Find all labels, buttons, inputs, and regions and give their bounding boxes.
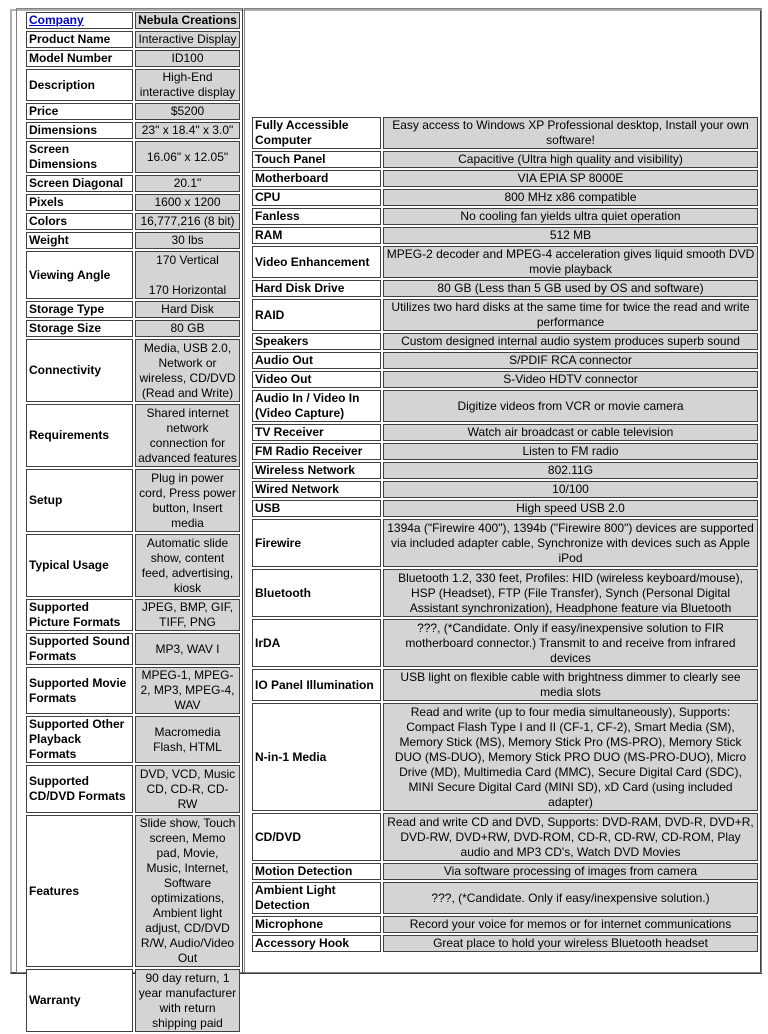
spec-label: Setup [26, 469, 133, 532]
table-row [26, 194, 240, 211]
spec-label: USB [252, 500, 381, 517]
spec-value: VIA EPIA SP 8000E [383, 170, 758, 187]
table-row [252, 371, 758, 388]
table-row [252, 462, 758, 479]
table-row [252, 352, 758, 369]
spec-label: Colors [26, 213, 133, 230]
spec-value: Read and write CD and DVD, Supports: DVD-RAM, DVD-R, DVD+R, DVD-RW, DVD+RW, DVD-ROM, CD-R, CD-RW, CD-ROM, Play audio and MP3 CD's, Watch DVD Movies [383, 813, 758, 861]
table-row [26, 667, 240, 714]
spec-value: ???, (*Candidate. Only if easy/inexpensive solution.) [383, 882, 758, 914]
company-link[interactable]: Company [29, 13, 84, 27]
spec-value: DVD, VCD, Music CD, CD-R, CD-RW [135, 765, 240, 813]
spec-label: N-in-1 Media [252, 703, 381, 811]
spec-label: Supported CD/DVD Formats [26, 765, 133, 813]
spec-label: Pixels [26, 194, 133, 211]
spec-value: Record your voice for memos or for internet communications [383, 916, 758, 933]
table-row [26, 50, 240, 67]
spec-label: Product Name [26, 31, 133, 48]
spec-value: MPEG-2 decoder and MPEG-4 acceleration gives liquid smooth DVD movie playback [383, 246, 758, 278]
table-row [252, 390, 758, 422]
spec-label: Weight [26, 232, 133, 249]
spec-label: Viewing Angle [26, 251, 133, 299]
spec-value: $5200 [135, 103, 240, 120]
spec-value: Via software processing of images from camera [383, 863, 758, 880]
table-row [252, 519, 758, 567]
spec-value: S/PDIF RCA connector [383, 352, 758, 369]
table-row [252, 443, 758, 460]
spec-value: 20.1" [135, 175, 240, 192]
spec-value: 1394a ("Firewire 400"), 1394b ("Firewire 800") devices are supported via included adapter cable, Synchronize with devices such as Apple iPod [383, 519, 758, 567]
spec-label: Storage Size [26, 320, 133, 337]
table-row [252, 619, 758, 667]
spec-value: 1600 x 1200 [135, 194, 240, 211]
spec-label: Hard Disk Drive [252, 280, 381, 297]
table-row [252, 813, 758, 861]
spec-value: Easy access to Windows XP Professional desktop, Install your own software! [383, 117, 758, 149]
table-row [26, 320, 240, 337]
spec-label: Motherboard [252, 170, 381, 187]
spec-value: ID100 [135, 50, 240, 67]
table-row [252, 299, 758, 331]
spec-label: Supported Other Playback Formats [26, 716, 133, 763]
company-cell [26, 12, 133, 29]
table-row [26, 404, 240, 467]
table-row [252, 333, 758, 350]
spec-label: Firewire [252, 519, 381, 567]
table-row [26, 969, 240, 1032]
table-row [252, 500, 758, 517]
spec-value: 23" x 18.4" x 3.0" [135, 122, 240, 139]
spec-value: USB light on flexible cable with brightness dimmer to clearly see media slots [383, 669, 758, 701]
spec-label: Video Out [252, 371, 381, 388]
table-row [252, 189, 758, 206]
table-row [252, 208, 758, 225]
spec-value: 16.06" x 12.05" [135, 141, 240, 173]
table-row [252, 170, 758, 187]
spec-label: Microphone [252, 916, 381, 933]
table-row [252, 117, 758, 149]
spec-value: High speed USB 2.0 [383, 500, 758, 517]
table-row [252, 151, 758, 168]
table-row [26, 716, 240, 763]
spec-value: Macromedia Flash, HTML [135, 716, 240, 763]
spec-label: Features [26, 815, 133, 967]
table-row [26, 339, 240, 402]
spec-value: 16,777,216 (8 bit) [135, 213, 240, 230]
spec-value: Hard Disk [135, 301, 240, 318]
spec-label: Accessory Hook [252, 935, 381, 952]
spec-label: Screen Dimensions [26, 141, 133, 173]
spec-value: Read and write (up to four media simultaneously), Supports: Compact Flash Type I and II (CF-1, CF-2), Smart Media (SM), Memory Stick (MS), Memory Stick Pro (MS-PRO), Memory Stick DUO (MS-DUO), Memory Stick PRO DUO (MS-PRO-DUO), Micro Drive (MD), Multimedia Card (MMC), Secure Digital Card (SDC), MINI Secure Digital Card (MINI SD), xD Card (using included adapter) [383, 703, 758, 811]
spec-label: Touch Panel [252, 151, 381, 168]
spec-label: RAM [252, 227, 381, 244]
spec-value: MPEG-1, MPEG-2, MP3, MPEG-4, WAV [135, 667, 240, 714]
spec-label: Fanless [252, 208, 381, 225]
spec-label: Audio In / Video In (Video Capture) [252, 390, 381, 422]
table-row [252, 916, 758, 933]
spec-value: Automatic slide show, content feed, advertising, kiosk [135, 534, 240, 597]
spec-label: Requirements [26, 404, 133, 467]
table-row [26, 31, 240, 48]
spec-label: Supported Movie Formats [26, 667, 133, 714]
spec-value: Custom designed internal audio system produces superb sound [383, 333, 758, 350]
spec-value: 80 GB [135, 320, 240, 337]
table-row [26, 251, 240, 299]
table-row [252, 280, 758, 297]
table-row [26, 12, 240, 29]
computer-spec-table [250, 115, 760, 954]
spec-value: 512 MB [383, 227, 758, 244]
table-row [26, 633, 240, 665]
spec-value: ???, (*Candidate. Only if easy/inexpensive solution to FIR motherboard connector.) Transmit to and receive from infrared devices [383, 619, 758, 667]
table-row [26, 175, 240, 192]
table-row [252, 481, 758, 498]
spec-label: Model Number [26, 50, 133, 67]
spec-label: TV Receiver [252, 424, 381, 441]
spec-value: Interactive Display [135, 31, 240, 48]
spec-label: Price [26, 103, 133, 120]
table-row [252, 669, 758, 701]
spec-value: 802.11G [383, 462, 758, 479]
spec-label: Storage Type [26, 301, 133, 318]
spec-value: Slide show, Touch screen, Memo pad, Movie, Music, Internet, Software optimizations, Ambient light adjust, CD/DVD R/W, Audio/Video Out [135, 815, 240, 967]
table-row [26, 469, 240, 532]
spec-label: IO Panel Illumination [252, 669, 381, 701]
spec-value: High-End interactive display [135, 69, 240, 101]
table-row [252, 424, 758, 441]
spec-value: 30 lbs [135, 232, 240, 249]
spec-value: Watch air broadcast or cable television [383, 424, 758, 441]
spec-label: Bluetooth [252, 569, 381, 617]
spec-label: IrDA [252, 619, 381, 667]
table-row [26, 534, 240, 597]
table-row [252, 703, 758, 811]
spec-value: 90 day return, 1 year manufacturer with return shipping paid [135, 969, 240, 1032]
spec-label: Audio Out [252, 352, 381, 369]
spec-label: Video Enhancement [252, 246, 381, 278]
table-row [252, 863, 758, 880]
spec-label: Speakers [252, 333, 381, 350]
spec-value: MP3, WAV I [135, 633, 240, 665]
table-row [252, 882, 758, 914]
table-row [26, 815, 240, 967]
spec-label: Supported Picture Formats [26, 599, 133, 631]
table-row [252, 227, 758, 244]
table-row [26, 301, 240, 318]
company-name: Nebula Creations [135, 12, 240, 29]
spec-label: Fully Accessible Computer [252, 117, 381, 149]
spec-value: 170 Vertical 170 Horizontal [135, 251, 240, 299]
spec-label: Warranty [26, 969, 133, 1032]
spec-value: No cooling fan yields ultra quiet operation [383, 208, 758, 225]
spec-value: S-Video HDTV connector [383, 371, 758, 388]
spec-value: 800 MHz x86 compatible [383, 189, 758, 206]
spec-label: Description [26, 69, 133, 101]
table-row [252, 246, 758, 278]
table-row [26, 213, 240, 230]
spec-value: Digitize videos from VCR or movie camera [383, 390, 758, 422]
table-row [26, 103, 240, 120]
spec-label: CD/DVD [252, 813, 381, 861]
table-row [26, 232, 240, 249]
spec-value: Plug in power cord, Press power button, Insert media [135, 469, 240, 532]
spec-value: Listen to FM radio [383, 443, 758, 460]
spec-label: Wired Network [252, 481, 381, 498]
spec-label: Dimensions [26, 122, 133, 139]
spec-value: Media, USB 2.0, Network or wireless, CD/DVD (Read and Write) [135, 339, 240, 402]
spec-value: 80 GB (Less than 5 GB used by OS and software) [383, 280, 758, 297]
spec-label: Motion Detection [252, 863, 381, 880]
spec-value: JPEG, BMP, GIF, TIFF, PNG [135, 599, 240, 631]
table-row [26, 141, 240, 173]
spec-label: RAID [252, 299, 381, 331]
spec-label: Screen Diagonal [26, 175, 133, 192]
spec-label: Typical Usage [26, 534, 133, 597]
table-row [26, 69, 240, 101]
table-row [252, 935, 758, 952]
spec-value: Utilizes two hard disks at the same time for twice the read and write performance [383, 299, 758, 331]
spec-label: Connectivity [26, 339, 133, 402]
spec-label: Wireless Network [252, 462, 381, 479]
table-row [26, 599, 240, 631]
spec-value: Shared internet network connection for advanced features [135, 404, 240, 467]
table-row [252, 569, 758, 617]
spec-label: CPU [252, 189, 381, 206]
product-spec-table [24, 10, 242, 1034]
spec-value: Bluetooth 1.2, 330 feet, Profiles: HID (wireless keyboard/mouse), HSP (Headset), FTP (File Transfer), Synch (Personal Digital Assistant synchronization), Headphone feature via Bluetooth [383, 569, 758, 617]
spec-value: Capacitive (Ultra high quality and visibility) [383, 151, 758, 168]
spec-value: 10/100 [383, 481, 758, 498]
table-row [26, 765, 240, 813]
spec-label: Supported Sound Formats [26, 633, 133, 665]
spec-label: FM Radio Receiver [252, 443, 381, 460]
table-row [26, 122, 240, 139]
spec-label: Ambient Light Detection [252, 882, 381, 914]
spec-value: Great place to hold your wireless Bluetooth headset [383, 935, 758, 952]
